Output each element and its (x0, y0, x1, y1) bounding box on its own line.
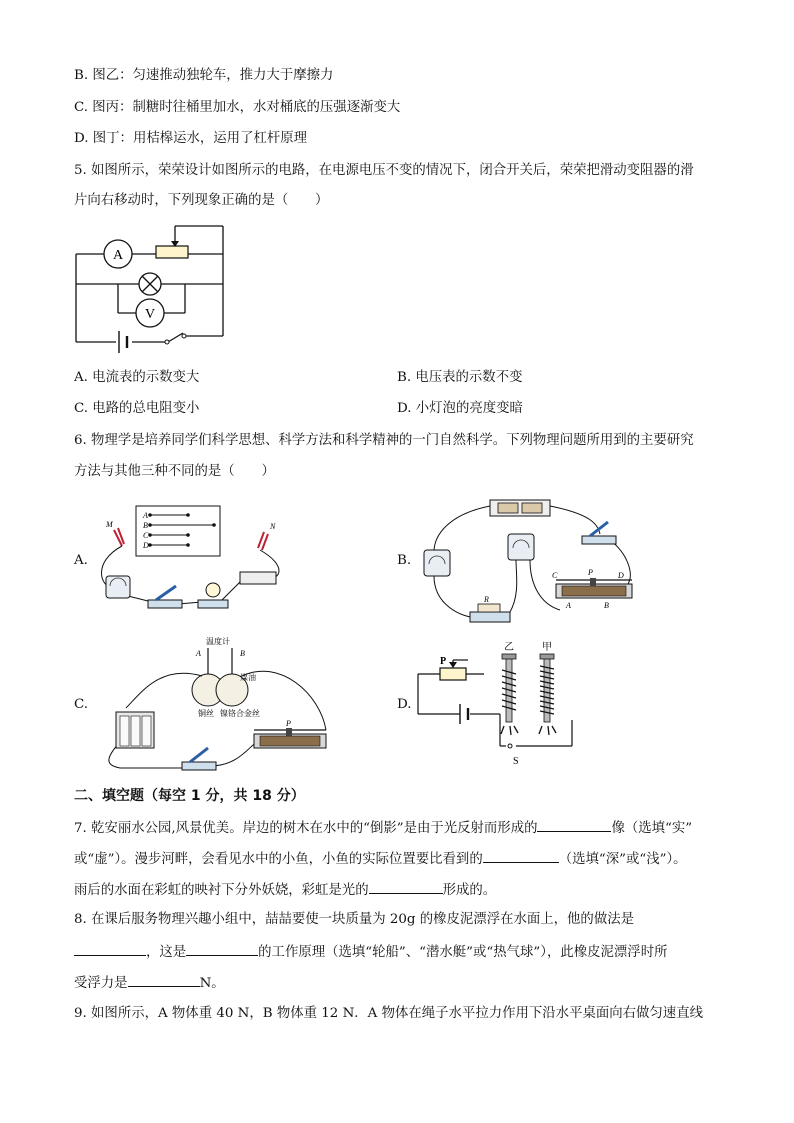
fig-b-r-label: R (484, 595, 489, 604)
q8-blank-2[interactable] (186, 941, 258, 956)
q7-line3-text: 雨后的水面在彩虹的映衬下分外妖娆，彩虹是光的 (74, 883, 369, 898)
q5-option-b: B. 电压表的示数不变 (397, 370, 523, 385)
fig-c-nichrome-label: 镍铬合金丝 (220, 709, 260, 718)
wire-c-label: C (143, 531, 149, 540)
wire-d-label: D (143, 541, 149, 550)
q8-line1: 8. 在课后服务物理兴趣小组中，喆喆要使一块质量为 20g 的橡皮泥漂浮在水面上，他的做法是 (74, 912, 634, 927)
fig-b-c-label: C (552, 571, 558, 580)
q8-line3-tail: N。 (199, 976, 225, 991)
q7-line3 (74, 879, 496, 901)
q8-blank-3[interactable] (128, 972, 200, 987)
clip-n-label: N (270, 522, 276, 531)
q6-label-d: D. (397, 697, 412, 712)
q6-figure-d (414, 640, 594, 770)
q6-figure-b (420, 494, 640, 628)
q7-line2 (74, 848, 687, 870)
clip-m-label: M (106, 520, 113, 529)
fig-b-p-label: P (588, 568, 593, 577)
fig-c-a-label: A (196, 649, 201, 658)
q5-stem-line1: 5. 如图所示，荣荣设计如图所示的电路，在电源电压不变的情况下，闭合开关后，荣荣把滑动变阻器的滑 (74, 163, 694, 178)
q7-blank-1[interactable] (537, 817, 611, 832)
fig-d-yi-label: 乙 (504, 642, 514, 653)
q7-blank-3[interactable] (369, 879, 443, 894)
q6-stem-line2: 方法与其他三种不同的是（ ） (74, 464, 275, 479)
q7-line1-tail: 像（选填“实” (611, 821, 693, 836)
fig-b-d-label: D (618, 571, 624, 580)
wire-a-label: A (143, 511, 148, 520)
q8-line3 (74, 972, 225, 994)
q5-circuit-diagram (70, 222, 230, 357)
fig-d-s-label: S (513, 756, 519, 767)
q4-option-d: D. 图丁：用桔槔运水，运用了杠杆原理 (74, 131, 308, 146)
q8-blank-1[interactable] (74, 941, 146, 956)
fig-b-b-label: B (604, 601, 609, 610)
q8-line2 (74, 941, 667, 963)
q5-option-a: A. 电流表的示数变大 (74, 370, 200, 385)
q7-line3-tail: 形成的。 (442, 883, 497, 898)
fig-d-jia-label: 甲 (542, 642, 552, 653)
fig-c-p-label: P (286, 719, 291, 728)
fig-c-oil-label: 煤油 (240, 673, 256, 682)
q4-option-c: C. 图丙：制糖时往桶里加水，水对桶底的压强逐渐变大 (74, 100, 401, 115)
q4-option-b: B. 图乙：匀速推动独轮车，推力大于摩擦力 (74, 68, 334, 83)
q6-stem-line1: 6. 物理学是培养同学们科学思想、科学方法和科学精神的一门自然科学。下列物理问题所用到的主要研究 (74, 433, 694, 448)
q5-option-c: C. 电路的总电阻变小 (74, 401, 200, 416)
q6-figure-a (92, 502, 292, 620)
q7-line2-text: 或“虚”）。漫步河畔，会看见水中的小鱼，小鱼的实际位置要比看到的 (74, 852, 483, 867)
wire-b-label: B (143, 521, 148, 530)
fig-c-thermometer-label: 温度计 (206, 637, 230, 646)
q7-line2-tail: （选填“深”或“浅”）。 (558, 852, 687, 867)
q9-line1: 9. 如图所示，A 物体重 40 N，B 物体重 12 N．A 物体在绳子水平拉力作用下沿水平桌面向右做匀速直线 (74, 1006, 703, 1021)
q6-label-b: B. (397, 553, 412, 568)
fig-b-a-label: A (566, 601, 571, 610)
q8-line2-tail: 的工作原理（选填“轮船”、“潜水艇”或“热气球”），此橡皮泥漂浮时所 (258, 945, 668, 960)
voltmeter-label: V (144, 307, 156, 322)
ammeter-label: A (112, 248, 124, 263)
q8-line2-text: ，这是 (146, 945, 187, 960)
q6-figure-c (90, 634, 336, 776)
q7-line1-text: 7. 乾安丽水公园,风景优美。岸边的树木在水中的“倒影”是由于光反射而形成的 (74, 821, 538, 836)
q7-blank-2[interactable] (483, 848, 559, 863)
fig-d-p-label: P (440, 656, 447, 667)
q6-label-a: A. (74, 553, 88, 568)
q6-label-c: C. (74, 697, 89, 712)
fig-c-b-label: B (240, 649, 245, 658)
q5-option-d: D. 小灯泡的亮度变暗 (397, 401, 523, 416)
section-title: 二、填空题（每空 1 分，共 18 分） (74, 788, 305, 804)
q5-stem-line2: 片向右移动时，下列现象正确的是（ ） (74, 193, 329, 208)
q7-line1 (74, 817, 692, 839)
q8-line3-text: 受浮力是 (74, 976, 128, 991)
fig-c-copper-label: 铜丝 (198, 709, 214, 718)
